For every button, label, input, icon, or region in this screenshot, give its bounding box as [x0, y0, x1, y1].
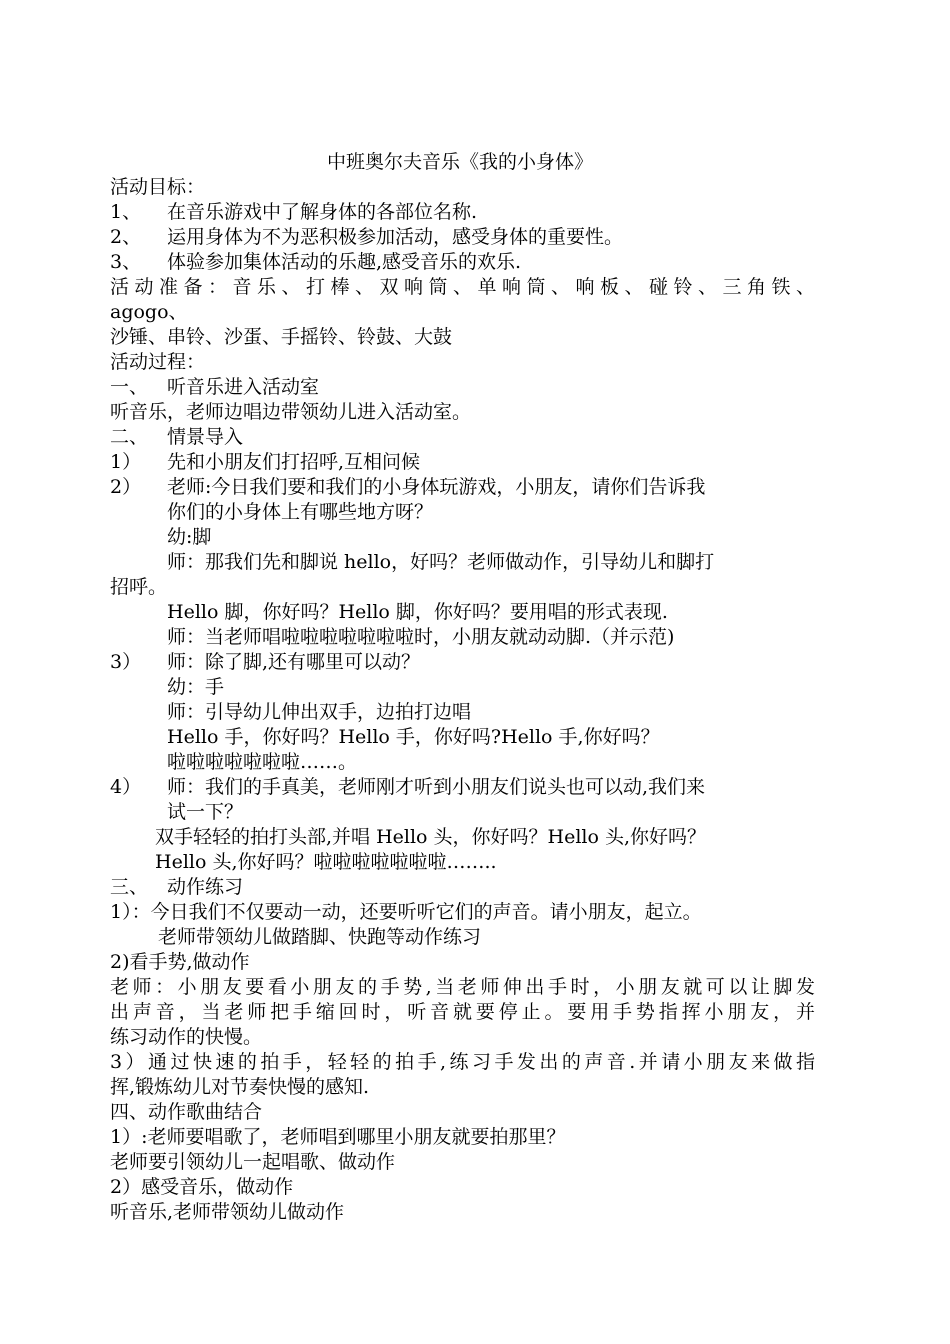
- goal-2-number: 2、: [110, 226, 142, 248]
- step-2-2-number: 2）: [110, 476, 142, 498]
- section-2-number: 二、: [110, 426, 149, 448]
- step-2-3-line-5: 啦啦啦啦啦啦啦……。: [167, 751, 358, 773]
- goal-1-text: 在音乐游戏中了解身体的各部位名称.: [167, 201, 478, 223]
- step-4-2-line-2: 听音乐,老师带领幼儿做动作: [110, 1201, 345, 1223]
- step-2-3-number: 3）: [110, 651, 142, 673]
- step-2-4-line-1: 师：我们的手真美，老师刚才听到小朋友们说头也可以动,我们来: [167, 776, 706, 798]
- goals-heading: 活动目标：: [110, 176, 206, 198]
- preparation-line-3: 沙锤、串铃、沙蛋、手摇铃、铃鼓、大鼓: [110, 326, 453, 348]
- step-3-3-line-1: 3）通过快速的拍手，轻轻的拍手,练习手发出的声音.并请小朋友来做指: [110, 1051, 815, 1073]
- section-3-title: 动作练习: [167, 876, 244, 898]
- step-2-2-line-6: Hello 脚，你好吗？Hello 脚，你好吗？要用唱的形式表现.: [167, 601, 668, 623]
- step-2-2-line-4: 师：那我们先和脚说 hello，好吗？老师做动作，引导幼儿和脚打: [167, 551, 715, 573]
- step-2-3-line-4: Hello 手，你好吗？Hello 手，你好吗?Hello 手,你好吗？: [167, 726, 660, 748]
- goal-3-number: 3、: [110, 251, 142, 273]
- goal-3-text: 体验参加集体活动的乐趣,感受音乐的欢乐.: [167, 251, 522, 273]
- step-2-4-line-2: 试一下？: [167, 801, 244, 823]
- step-3-2-title: 2)看手势,做动作: [110, 951, 250, 973]
- step-2-1-number: 1）: [110, 451, 142, 473]
- step-2-3-line-3: 师：引导幼儿伸出双手，边拍打边唱: [167, 701, 472, 723]
- goal-1-number: 1、: [110, 201, 142, 223]
- step-3-3-line-2: 挥,锻炼幼儿对节奏快慢的感知.: [110, 1076, 370, 1098]
- step-2-1-text: 先和小朋友们打招呼,互相问候: [167, 451, 421, 473]
- preparation-line-1: 活动准备：音乐、打棒、双响筒、单响筒、响板、碰铃、三角铁、: [110, 276, 815, 298]
- step-3-1-line-1: 1）：今日我们不仅要动一动，还要听听它们的声音。请小朋友，起立。: [110, 901, 702, 923]
- step-3-2-line-3: 练习动作的快慢。: [110, 1026, 263, 1048]
- step-2-2-line-5: 招呼。: [110, 576, 168, 598]
- section-2-title: 情景导入: [167, 426, 244, 448]
- step-2-2-line-1: 老师:今日我们要和我们的小身体玩游戏，小朋友，请你们告诉我: [167, 476, 706, 498]
- document-title: 中班奥尔夫音乐《我的小身体》: [326, 151, 593, 173]
- step-2-2-line-3: 幼:脚: [167, 526, 212, 548]
- section-4-title: 四、动作歌曲结合: [110, 1101, 263, 1123]
- step-2-2-line-2: 你们的小身体上有哪些地方呀？: [167, 501, 434, 523]
- step-2-2-line-7: 师：当老师唱啦啦啦啦啦啦啦时，小朋友就动动脚.（并示范): [167, 626, 675, 648]
- step-3-2-line-2: 出声音，当老师把手缩回时，听音就要停止。要用手势指挥小朋友，并: [110, 1001, 815, 1023]
- step-2-3-line-2: 幼：手: [167, 676, 225, 698]
- step-2-4-line-4: Hello 头,你好吗？啦啦啦啦啦啦啦……..: [155, 851, 497, 873]
- goal-2-text: 运用身体为不为恶积极参加活动，感受身体的重要性。: [167, 226, 624, 248]
- step-3-1-line-2: 老师带领幼儿做踏脚、快跑等动作练习: [158, 926, 482, 948]
- preparation-line-2: agogo、: [110, 301, 188, 323]
- step-2-4-line-3: 双手轻轻的拍打头部,并唱 Hello 头，你好吗？Hello 头,你好吗？: [155, 826, 707, 848]
- process-heading: 活动过程：: [110, 351, 206, 373]
- section-1-text: 听音乐，老师边唱边带领幼儿进入活动室。: [110, 401, 472, 423]
- section-1-number: 一、: [110, 376, 149, 398]
- step-2-3-line-1: 师：除了脚,还有哪里可以动？: [167, 651, 421, 673]
- step-4-1-line-2: 老师要引领幼儿一起唱歌、做动作: [110, 1151, 396, 1173]
- section-1-title: 听音乐进入活动室: [167, 376, 320, 398]
- section-3-number: 三、: [110, 876, 149, 898]
- step-4-2-line-1: 2）感受音乐，做动作: [110, 1176, 294, 1198]
- step-3-2-line-1: 老师：小朋友要看小朋友的手势,当老师伸出手时，小朋友就可以让脚发: [110, 976, 815, 998]
- step-2-4-number: 4）: [110, 776, 142, 798]
- step-4-1-line-1: 1）:老师要唱歌了，老师唱到哪里小朋友就要拍那里？: [110, 1126, 566, 1148]
